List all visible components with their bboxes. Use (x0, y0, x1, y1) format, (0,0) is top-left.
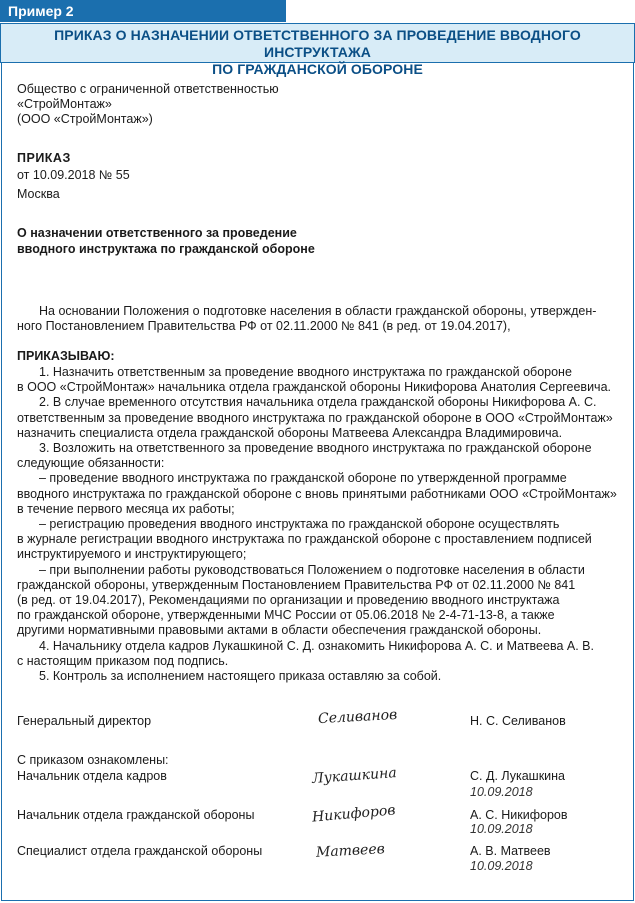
order-items (17, 365, 617, 684)
item-1-line-2: в ООО «СтройМонтаж» начальника отдела гражданской обороны Никифорова Анатолия Сергеевича. (17, 380, 611, 395)
item-1-line-1: 1. Назначить ответственным за проведение вводного инструктажа по гражданской обороне (39, 365, 572, 379)
acquainted-1-name: С. Д. Лукашкина (470, 769, 566, 783)
item-2-line-2: ответственным за проведение вводного инструктажа по гражданской обороне в ООО «СтройМонтаж» (17, 410, 613, 425)
order-city: Москва (17, 187, 60, 201)
org-line-2: «СтройМонтаж» (17, 97, 112, 111)
acquainted-2-position: Начальник отдела гражданской обороны (17, 808, 255, 822)
item-4-line-1: 4. Начальнику отдела кадров Лукашкиной С. Д. ознакомить Никифорова А. С. и Матвеева А. В. (39, 638, 594, 653)
order-title: ПРИКАЗ (17, 151, 71, 165)
item-5-line-1: 5. Контроль за исполнением настоящего приказа оставляю за собой. (39, 669, 442, 684)
item-2-line-1: 2. В случае временного отсутствия начальника отдела гражданской обороны Никифорова А. С. (39, 395, 597, 410)
acquainted-2-date: 10.09.2018 (470, 822, 533, 836)
org-line-3: (ООО «СтройМонтаж») (17, 112, 153, 126)
duty-2-line-2: в журнале регистрации вводного инструктажа по гражданской обороне с проставлением подписей (17, 532, 592, 547)
example-tag: Пример 2 (0, 0, 286, 22)
duty-3-line-4: по гражданской обороне, утвержденными МЧС России от 05.06.2018 № 2-4-71-13-8, а также (17, 608, 555, 623)
duty-3-line-1: – при выполнении работы руководствоваться Положением о подготовке населения в области (39, 562, 585, 577)
order-date-number: от 10.09.2018 № 55 (17, 168, 130, 182)
acquainted-3-name: А. В. Матвеев (470, 844, 551, 858)
duty-1-line-2: вводного инструктажа по гражданской обороне с вновь принятыми работниками ООО «СтройМонтаж» (17, 486, 617, 501)
duty-3-line-2: гражданской обороны, утвержденным Постановлением Правительства РФ от 02.11.2000 № 841 (17, 577, 576, 592)
duty-2-line-1: – регистрацию проведения вводного инструктажа по гражданской обороне осуществлять (39, 517, 560, 532)
acquainted-3-date: 10.09.2018 (470, 859, 533, 873)
item-3-line-2: следующие обязанности: (17, 456, 165, 471)
order-word: ПРИКАЗЫВАЮ: (17, 349, 115, 363)
duty-3-line-5: другими нормативными правовыми актами в области обеспечения гражданской обороны. (17, 623, 542, 638)
document-title-line-2: ПО ГРАЖДАНСКОЙ ОБОРОНЕ (212, 61, 423, 77)
org-line-1: Общество с ограниченной ответственностью (17, 82, 279, 96)
acquainted-3-signature: Матвеев (315, 841, 386, 861)
duty-1-line-3: в течение первого месяца их работы; (17, 501, 235, 516)
acquainted-1-signature: Лукашкина (311, 765, 398, 787)
document-title-line-1: ПРИКАЗ О НАЗНАЧЕНИИ ОТВЕТСТВЕННОГО ЗА ПРОВЕДЕНИЕ ВВОДНОГО ИНСТРУКТАЖА (54, 27, 581, 60)
acquainted-1-date: 10.09.2018 (470, 785, 533, 799)
acquainted-header: С приказом ознакомлены: (17, 753, 169, 767)
acquainted-1-position: Начальник отдела кадров (17, 769, 167, 783)
item-3-line-1: 3. Возложить на ответственного за проведение вводного инструктажа по гражданской обороне (39, 441, 592, 456)
basis-line-1: На основании Положения о подготовке населения в области гражданской обороны, утвержден- (39, 304, 597, 318)
acquainted-2-signature: Никифоров (311, 802, 397, 826)
basis-paragraph (17, 304, 617, 334)
acquainted-3-position: Специалист отдела гражданской обороны (17, 844, 263, 858)
director-title: Генеральный директор (17, 714, 152, 728)
duty-1-line-1: – проведение вводного инструктажа по гражданской обороне по утвержденной программе (39, 471, 567, 486)
director-signature: Селиванов (317, 706, 398, 728)
duty-3-line-3: (в ред. от 19.04.2017), Рекомендациями по организации и проведению вводного инструктажа (17, 593, 560, 608)
basis-line-2: ного Постановлением Правительства РФ от 02.11.2000 № 841 (в ред. от 19.04.2017), (17, 319, 511, 334)
subject-line-1: О назначении ответственного за проведение (17, 226, 297, 240)
document-header (0, 23, 635, 77)
acquainted-2-name: А. С. Никифоров (470, 808, 568, 822)
subject-line-2: вводного инструктажа по гражданской обороне (17, 242, 315, 256)
item-2-line-3: назначить специалиста отдела гражданской обороны Матвеева Александра Владимировича. (17, 425, 563, 440)
director-name: Н. С. Селиванов (470, 714, 566, 728)
item-4-line-2: с настоящим приказом под подпись. (17, 653, 229, 668)
duty-2-line-3: инструктируемого и инструктирующего; (17, 547, 247, 562)
